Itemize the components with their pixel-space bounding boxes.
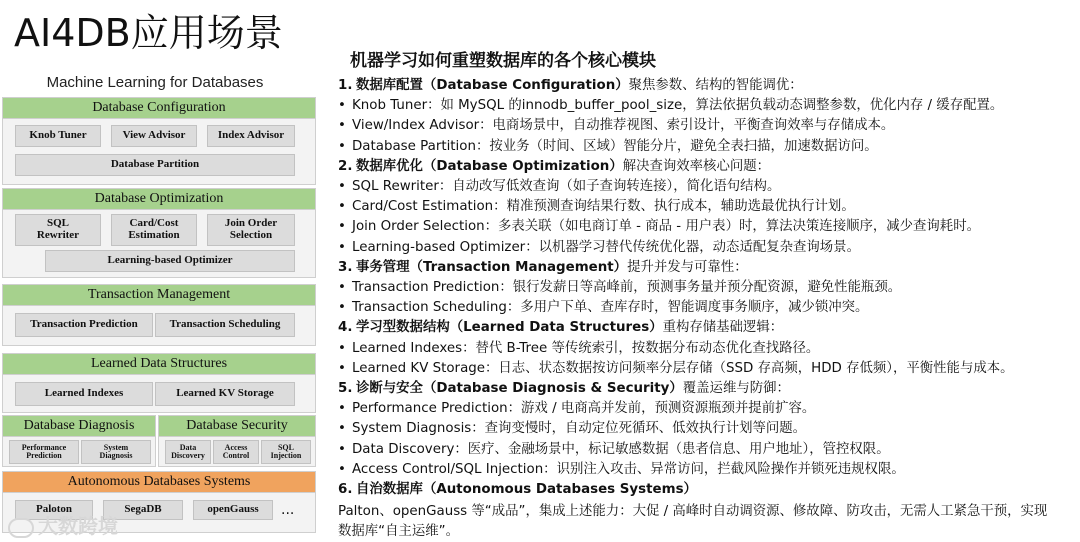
section-heading	[338, 157, 770, 177]
join-order-l2: Selection	[229, 229, 273, 241]
segadb-box: SegaDB	[103, 500, 183, 520]
bullet-item	[338, 359, 1014, 379]
bullet-item	[338, 298, 868, 318]
txn-section	[2, 284, 316, 346]
bullet-item	[338, 177, 780, 197]
txn-prediction-box: Transaction Prediction	[15, 313, 153, 337]
item-key: Knob Tuner：	[352, 98, 441, 114]
data-l1: Data	[179, 442, 197, 452]
heading-key: 数据库优化（Database Optimization）	[356, 158, 623, 174]
item-key: Join Order Selection：	[352, 219, 499, 235]
item-desc: 按业务（时间、区域）智能分片，避免全表扫描，加速数据访问。	[489, 138, 878, 154]
bullet-icon: •	[338, 461, 346, 477]
section-title: 机器学习如何重塑数据库的各个核心模块	[350, 51, 656, 71]
bullet-icon: •	[338, 179, 346, 194]
bullet-icon: •	[338, 300, 346, 316]
heading-number: 4.	[338, 320, 353, 336]
section-heading	[338, 318, 783, 338]
bullet-icon: •	[338, 138, 346, 154]
item-desc: 如 MySQL 的innodb_buffer_pool_size，算法依据负载动态调整参数，优化内存 / 缓存配置。	[440, 98, 1004, 114]
auto-header: Autonomous Databases Systems	[3, 472, 315, 493]
sql-rewriter-box	[15, 214, 101, 246]
item-key: Transaction Prediction：	[352, 280, 513, 295]
conclusion-line-1: Palton、openGauss 等“成品”，集成上述能力：大促 / 高峰时自动调资源、修故障、防攻击，无需人工紧急干预，实现	[338, 504, 1048, 519]
item-desc: 银行发薪日等高峰前，预测事务量并预分配资源，避免性能瓶颈。	[512, 280, 902, 295]
watermark-logo-icon	[8, 518, 34, 538]
heading-desc: 提升并发与可靠性：	[627, 259, 748, 275]
bullet-icon: •	[338, 118, 346, 134]
item-desc: 替代 B-Tree 等传统索引，按数据分布动态优化查找路径。	[475, 340, 820, 356]
card-cost-l2: Estimation	[128, 229, 180, 241]
bullet-item	[338, 137, 878, 157]
bullet-icon: •	[338, 280, 346, 295]
heading-number: 1.	[338, 78, 353, 93]
sys-l1: System	[103, 442, 129, 452]
heading-number: 3.	[338, 259, 353, 275]
conclusion-line-2: 数据库“自主运维”。	[338, 524, 459, 539]
join-order-l1: Join Order	[224, 217, 278, 230]
more-ellipsis: ...	[281, 502, 295, 518]
item-key: Access Control/SQL Injection：	[352, 461, 557, 477]
diagnosis-section	[2, 415, 156, 467]
bullet-item	[338, 197, 855, 217]
bullet-icon: •	[338, 401, 346, 417]
heading-desc: 聚焦参数、结构的智能调优：	[628, 78, 803, 93]
opt-header: Database Optimization	[3, 189, 315, 210]
heading-key: 学习型数据结构（Learned Data Structures）	[356, 320, 663, 336]
section-heading	[338, 258, 748, 278]
opengauss-box: openGauss	[193, 500, 273, 520]
sql-injection-box	[261, 440, 311, 464]
txn-scheduling-box: Transaction Scheduling	[155, 313, 295, 337]
view-advisor-box: View Advisor	[111, 125, 197, 147]
item-desc: 以机器学习替代传统优化器，动态适配复杂查询场景。	[538, 239, 860, 255]
bullet-icon: •	[338, 219, 346, 235]
item-key: Performance Prediction：	[352, 401, 522, 417]
perf-prediction-box	[9, 440, 79, 464]
learned-optimizer-box: Learning-based Optimizer	[45, 250, 295, 272]
item-key: Card/Cost Estimation：	[352, 199, 507, 215]
join-order-box	[207, 214, 295, 246]
item-key: Learned KV Storage：	[352, 360, 499, 376]
heading-desc: 重构存储基础逻辑：	[662, 320, 784, 336]
heading-number: 2.	[338, 158, 353, 174]
bullet-item	[338, 440, 890, 460]
acc-l2: Control	[222, 451, 250, 460]
sql-rewriter-l2: Rewriter	[36, 229, 80, 241]
txn-header: Transaction Management	[3, 285, 315, 306]
bullet-icon: •	[338, 340, 346, 356]
sys-l2: Diagnosis	[99, 451, 133, 460]
security-header: Database Security	[159, 416, 315, 437]
config-header: Database Configuration	[3, 98, 315, 119]
card-cost-l1: Card/Cost	[129, 217, 179, 230]
bullet-item	[338, 116, 894, 136]
perf-l1: Performance	[21, 442, 67, 452]
config-section	[2, 97, 316, 185]
bullet-item	[338, 238, 860, 258]
bullet-icon: •	[338, 239, 346, 255]
item-key: SQL Rewriter：	[352, 179, 453, 194]
watermark	[8, 510, 118, 539]
bullet-item	[338, 339, 819, 359]
item-key: View/Index Advisor：	[352, 118, 493, 134]
item-desc: 日志、状态数据按访问频率分层存储（SSD 存高频，HDD 存低频），平衡性能与成本。	[498, 360, 1014, 376]
bullet-item	[338, 278, 901, 298]
page-title: AI4DB应用场景	[14, 11, 283, 55]
item-desc: 多表关联（如电商订单 - 商品 - 用户表）时，算法决策连接顺序，减少查询耗时。	[498, 219, 980, 235]
item-key: Database Partition：	[352, 138, 490, 154]
bullet-item	[338, 419, 806, 439]
bullet-item	[338, 217, 980, 237]
heading-number: 6.	[338, 482, 353, 497]
sqli-l1: SQL	[277, 442, 294, 452]
item-key: System Diagnosis：	[352, 421, 485, 437]
heading-key: 数据库配置（Database Configuration）	[356, 78, 629, 93]
item-key: Learning-based Optimizer：	[352, 239, 539, 255]
item-desc: 精准预测查询结果行数、执行成本，辅助选最优执行计划。	[506, 199, 855, 215]
bullet-icon: •	[338, 199, 346, 215]
index-advisor-box: Index Advisor	[207, 125, 295, 147]
bullet-item	[338, 460, 905, 480]
acc-l1: Access	[224, 442, 248, 452]
learned-indexes-box: Learned Indexes	[15, 382, 153, 406]
heading-key: 诊断与安全（Database Diagnosis & Security）	[356, 381, 683, 396]
paloton-box: Paloton	[15, 500, 93, 520]
bullet-item	[338, 399, 815, 419]
bullet-icon: •	[338, 360, 346, 376]
opt-section	[2, 188, 316, 278]
item-key: Transaction Scheduling：	[352, 300, 521, 316]
item-desc: 自动改写低效查询（如子查询转连接），简化语句结构。	[452, 179, 781, 194]
section-heading	[338, 379, 790, 399]
heading-key: 事务管理（Transaction Management）	[356, 259, 628, 275]
bullet-icon: •	[338, 421, 346, 437]
diagram-title: Machine Learning for Databases	[46, 74, 264, 91]
data-discovery-box	[165, 440, 211, 464]
item-key: Data Discovery：	[352, 441, 468, 457]
section-heading	[338, 480, 697, 500]
diagnosis-header: Database Diagnosis	[3, 416, 155, 437]
item-desc: 识别注入攻击、异常访问，拦截风险操作并锁死违规权限。	[556, 461, 905, 477]
watermark-text: 大数跨境	[38, 514, 118, 538]
perf-l2: Prediction	[26, 451, 62, 460]
item-desc: 医疗、金融场景中，标记敏感数据（患者信息、用户地址），管控权限。	[467, 441, 890, 457]
item-desc: 电商场景中，自动推荐视图、索引设计，平衡查询效率与存储成本。	[492, 118, 895, 134]
security-section	[158, 415, 316, 467]
heading-key: 自治数据库（Autonomous Databases Systems）	[356, 482, 697, 497]
heading-desc: 解决查询效率核心问题：	[622, 158, 771, 174]
item-desc: 查询变慢时，自动定位死循环、低效执行计划等问题。	[484, 421, 807, 437]
item-key: Learned Indexes：	[352, 340, 476, 356]
card-cost-box	[111, 214, 197, 246]
partition-box: Database Partition	[15, 154, 295, 176]
sys-diagnosis-box	[81, 440, 151, 464]
bullet-item	[338, 96, 1003, 116]
lds-header: Learned Data Structures	[3, 354, 315, 375]
lds-section	[2, 353, 316, 413]
section-heading	[338, 76, 803, 96]
ml4db-diagram	[0, 70, 318, 542]
heading-number: 5.	[338, 381, 353, 396]
access-control-box	[213, 440, 259, 464]
sqli-l2: Injection	[270, 451, 302, 460]
item-desc: 游戏 / 电商高并发前，预测资源瓶颈并提前扩容。	[521, 401, 816, 417]
heading-desc: 覆盖运维与防御：	[682, 381, 790, 396]
data-l2: Discovery	[171, 451, 205, 460]
item-desc: 多用户下单、查库存时，智能调度事务顺序，减少锁冲突。	[520, 300, 869, 316]
sql-rewriter-l1: SQL	[46, 217, 69, 230]
bullet-icon: •	[338, 98, 346, 114]
knob-tuner-box: Knob Tuner	[15, 125, 101, 147]
learned-kv-box: Learned KV Storage	[155, 382, 295, 406]
bullet-icon: •	[338, 441, 346, 457]
